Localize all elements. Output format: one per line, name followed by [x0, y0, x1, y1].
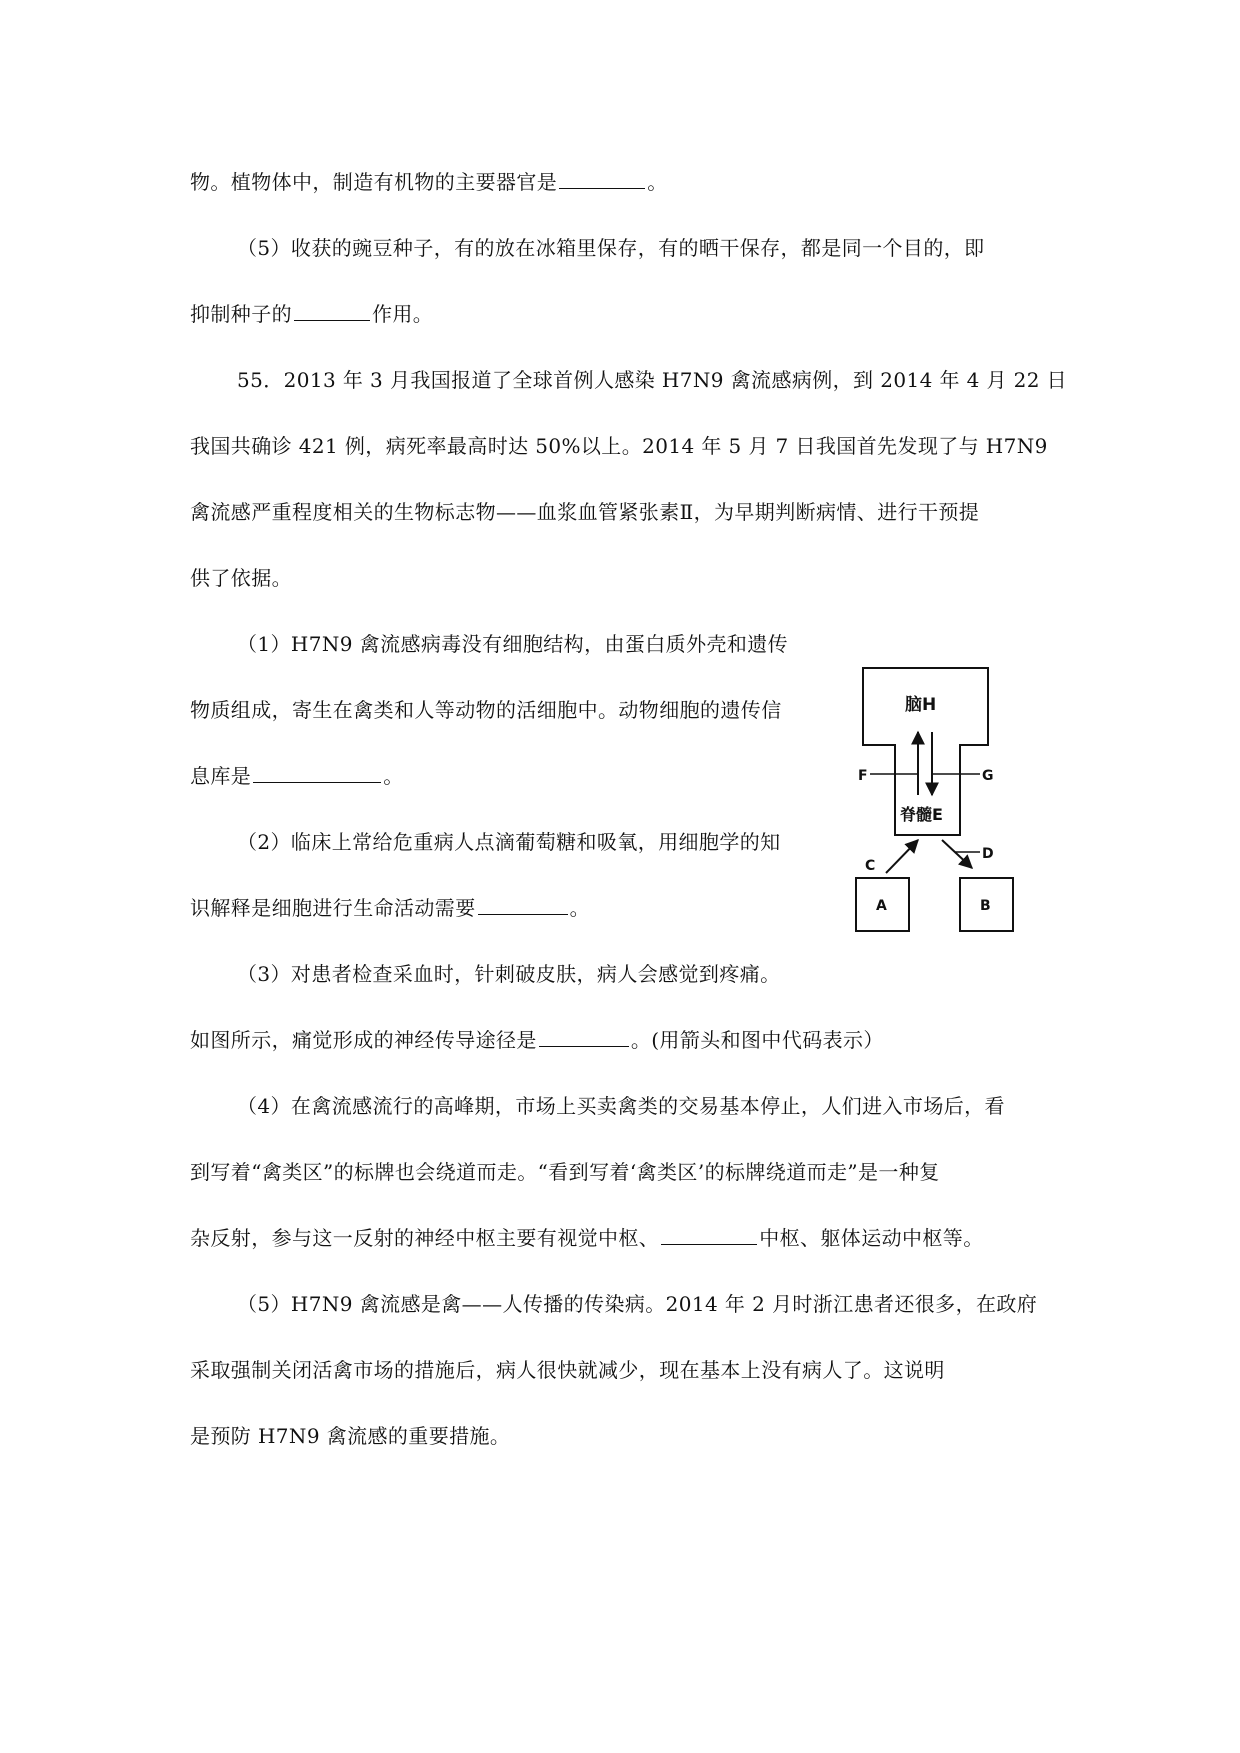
- answer-blank[interactable]: [661, 1226, 757, 1245]
- text-line-16: [190, 1158, 940, 1186]
- line-text: 采取强制关闭活禽市场的措施后，病人很快就减少，现在基本上没有病人了。这说明: [190, 1358, 945, 1382]
- line-text: 物。植物体中，制造有机物的主要器官是: [190, 170, 558, 194]
- answer-blank[interactable]: [253, 764, 381, 783]
- afferent-arrow-c: [886, 840, 918, 873]
- text-line-18: [237, 1290, 1037, 1318]
- text-line-15: [237, 1092, 1005, 1120]
- text-line-1: [190, 168, 668, 196]
- line-text: 作用。: [372, 302, 434, 326]
- line-text: （3）对患者检查采血时，针刺破皮肤，病人会感觉到疼痛。: [237, 962, 781, 986]
- line-text: 中枢、躯体运动中枢等。: [759, 1226, 984, 1250]
- text-line-11: [237, 828, 781, 856]
- line-text: 。: [383, 764, 404, 788]
- line-text: （5）H7N9 禽流感是禽——人传播的传染病。2014 年 2 月时浙江患者还很多，在政府: [237, 1292, 1038, 1316]
- line-text: 杂反射，参与这一反射的神经中枢主要有视觉中枢、: [190, 1226, 660, 1250]
- text-line-7: [190, 564, 292, 592]
- answer-blank[interactable]: [478, 896, 568, 915]
- text-line-12: [190, 894, 590, 922]
- answer-blank[interactable]: [539, 1028, 629, 1047]
- text-line-19: [190, 1356, 945, 1384]
- label-d: D: [982, 846, 994, 862]
- line-text: （4）在禽流感流行的高峰期，市场上买卖禽类的交易基本停止，人们进入市场后，看: [237, 1094, 1005, 1118]
- box-a-label: A: [876, 898, 887, 914]
- line-text: 。(用箭头和图中代码表示）: [630, 1028, 884, 1052]
- line-text: （5）收获的豌豆种子，有的放在冰箱里保存，有的晒干保存，都是同一个目的，即: [237, 236, 985, 260]
- box-b-label: B: [980, 898, 991, 914]
- line-text: （1）H7N9 禽流感病毒没有细胞结构，由蛋白质外壳和遗传: [237, 632, 789, 656]
- text-line-9: [190, 696, 782, 724]
- line-text: 物质组成，寄生在禽类和人等动物的活细胞中。动物细胞的遗传信: [190, 698, 782, 722]
- line-text: 息库是: [190, 764, 252, 788]
- answer-blank[interactable]: [294, 302, 370, 321]
- line-text: 识解释是细胞进行生命活动需要: [190, 896, 476, 920]
- efferent-arrow-d: [942, 840, 972, 868]
- line-text: 到写着“禽类区”的标牌也会绕道而走。“看到写着‘禽类区’的标牌绕道而走”是一种复: [190, 1160, 940, 1184]
- text-line-3: [190, 300, 433, 328]
- answer-blank[interactable]: [559, 170, 645, 189]
- text-line-10: [190, 762, 404, 790]
- label-g: G: [982, 768, 994, 784]
- nerve-pathway-diagram: [850, 660, 1030, 950]
- label-f: F: [858, 768, 868, 784]
- brain-label: 脑H: [905, 695, 937, 715]
- line-text: （2）临床上常给危重病人点滴葡萄糖和吸氧，用细胞学的知: [237, 830, 781, 854]
- text-line-4: [237, 366, 1067, 394]
- label-c: C: [865, 858, 876, 874]
- spine-label: 脊髓E: [900, 805, 943, 824]
- text-line-5: [190, 432, 1048, 460]
- line-text: 我国共确诊 421 例，病死率最高时达 50%以上。2014 年 5 月 7 日我国首先发现了与 H7N9: [190, 434, 1048, 458]
- text-line-13: [237, 960, 781, 988]
- line-text: 。: [647, 170, 668, 194]
- line-text: 是预防 H7N9 禽流感的重要措施。: [190, 1424, 511, 1448]
- text-line-14: [190, 1026, 884, 1054]
- line-text: 禽流感严重程度相关的生物标志物——血浆血管紧张素Ⅱ，为早期判断病情、进行干预提: [190, 500, 980, 524]
- text-line-2: [237, 234, 985, 262]
- line-text: 供了依据。: [190, 566, 292, 590]
- line-text: 抑制种子的: [190, 302, 292, 326]
- text-line-20: [190, 1422, 510, 1450]
- text-line-17: [190, 1224, 984, 1252]
- text-line-8: [237, 630, 788, 658]
- line-text: 55．2013 年 3 月我国报道了全球首例人感染 H7N9 禽流感病例，到 2014 年 4 月 22 日: [237, 368, 1068, 392]
- line-text: 。: [569, 896, 591, 920]
- text-line-6: [190, 498, 979, 526]
- line-text: 如图所示，痛觉形成的神经传导途径是: [190, 1028, 537, 1052]
